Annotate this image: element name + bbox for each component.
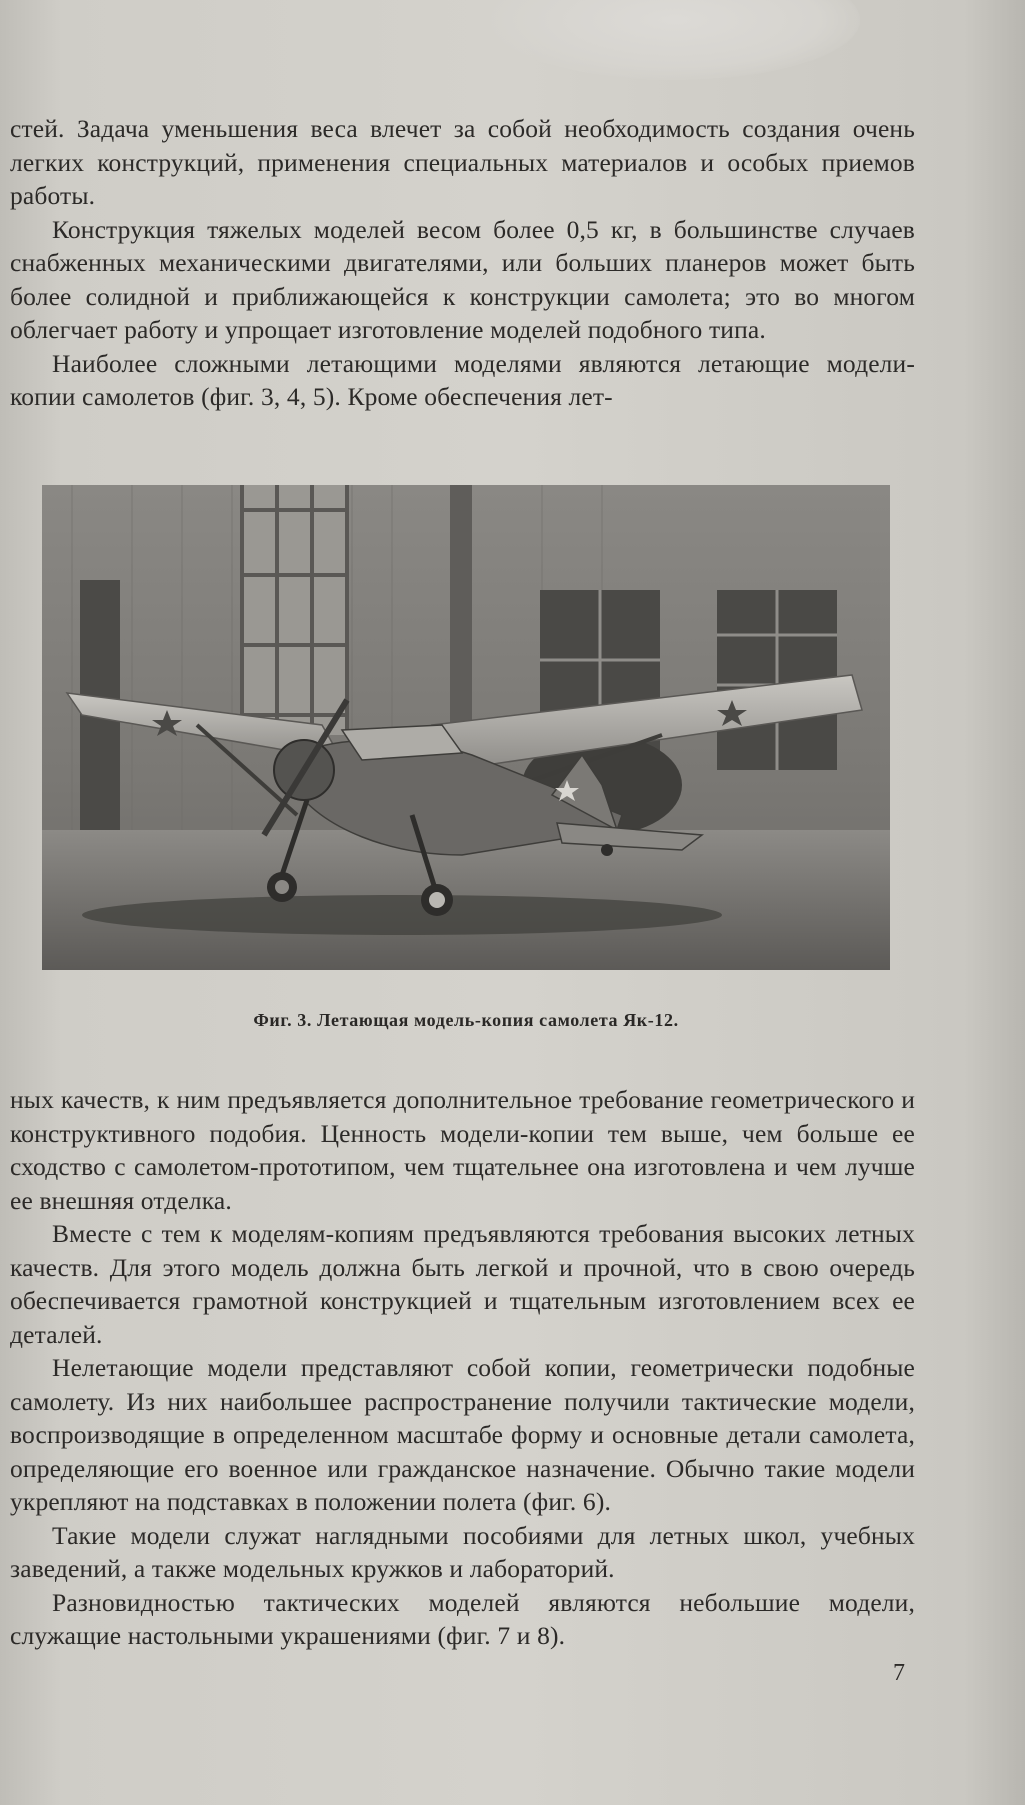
page-number: 7 xyxy=(893,1660,905,1686)
figure-caption: Фиг. 3. Летающая модель-копия самолета Як-12. xyxy=(253,1010,679,1030)
paragraph-8: Разновидностью тактических моделей являются небольшие модели, служащие настольными украшениями (фиг. 7 и 8). xyxy=(10,1587,915,1650)
paragraph-6: Нелетающие модели представляют собой копии, геометрически подобные самолету. Из них наибольшее распространение получили тактические модели, воспроизводящие в определенном масштабе форму и основные детали самолета, определяющие его военное или гражданское назначение. Обычно такие модели укрепляют на подставках в положении полета (фиг. 6). xyxy=(10,1353,915,1516)
photo-illustration xyxy=(42,485,890,970)
figure-photo-yak12-model xyxy=(42,485,890,970)
paragraph-2: Конструкция тяжелых моделей весом более 0,5 кг, в большинстве случаев снабженных механическими двигателями, или больших планеров может быть более солидной и приближающейся к конструкции самолета; это во многом облегчает работу и упрощает изготовление моделей подобного типа. xyxy=(10,214,915,344)
top-text-block xyxy=(10,112,915,414)
paragraph-1: стей. Задача уменьшения веса влечет за собой необходимость создания очень легких конструкций, применения специальных материалов и особых приемов работы. xyxy=(10,114,915,210)
paragraph-3: Наиболее сложными летающими моделями являются летающие модели-копии самолетов (фиг. 3, 4, 5). Кроме обеспечения лет- xyxy=(10,348,915,411)
bottom-text-block xyxy=(10,1083,915,1653)
paper-shadow xyxy=(490,0,860,80)
paragraph-7: Такие модели служат наглядными пособиями для летных школ, учебных заведений, а также модельных кружков и лабораторий. xyxy=(10,1520,915,1583)
paragraph-5: Вместе с тем к моделям-копиям предъявляются требования высоких летных качеств. Для этого модель должна быть легкой и прочной, что в свою очередь обеспечивается грамотной конструкцией и тщательным изготовлением всех ее деталей. xyxy=(10,1219,915,1349)
paragraph-4: ных качеств, к ним предъявляется дополнительное требование геометрического и конструктивного подобия. Ценность модели-копии тем выше, чем больше ее сходство с самолетом-прототипом, чем тщательнее она изготовлена и чем лучше ее внешняя отделка. xyxy=(10,1085,915,1215)
